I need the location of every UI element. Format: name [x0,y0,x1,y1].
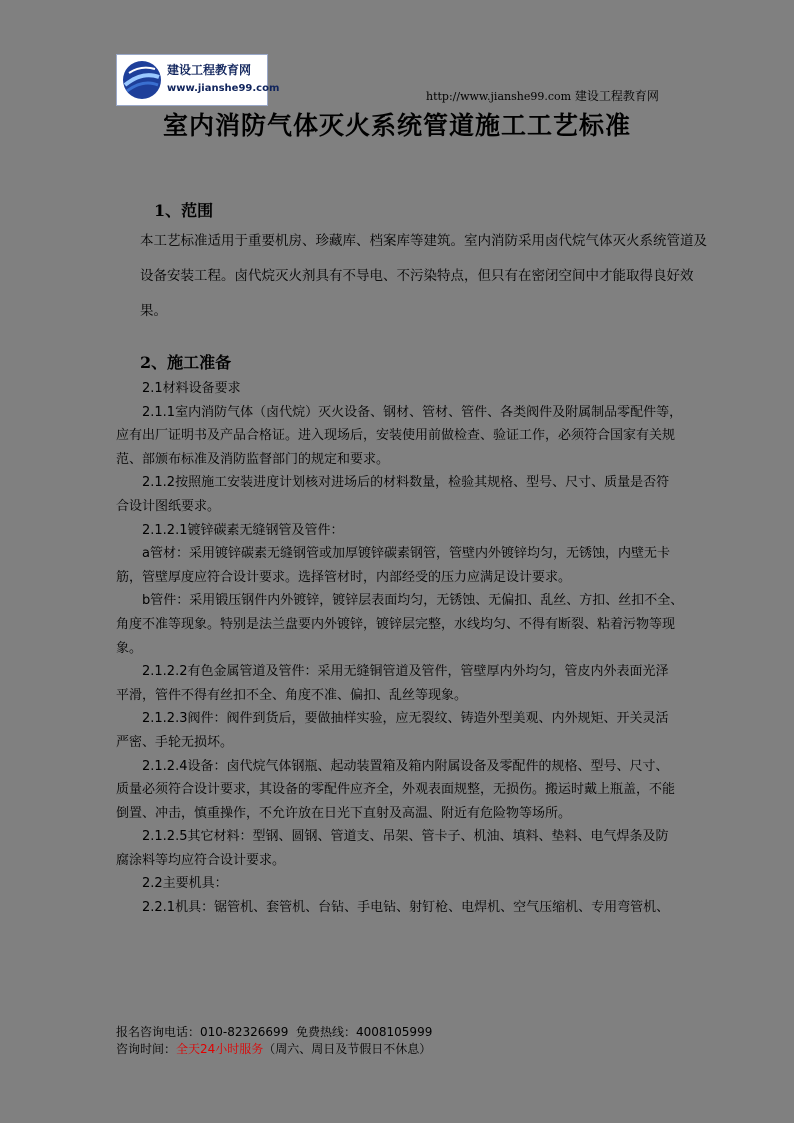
footer-time-line [116,1041,432,1058]
site-name: 建设工程教育网 [574,89,659,103]
page-title: 室内消防气体灭火系统管道施工工艺标准 [162,111,631,140]
free-hotline-label: 免费热线： [295,1025,356,1039]
body-line: 2.1.2按照施工安装进度计划核对进场后的材料数量，检验其规格、型号、尺寸、质量是否符 [116,475,670,491]
body-line: 筋，管壁厚度应符合设计要求。选择管材时，内部经受的压力应满足设计要求。 [116,569,572,585]
time-highlight: 全天24小时服务 [176,1042,264,1056]
hotline-phone: 010-82326699 [200,1025,289,1039]
body-line: 2.1.2.3阀件：阀件到货后，要做抽样实验，应无裂纹、铸造外型美观、内外规矩、开关灵活 [116,711,669,727]
time-note: （周六、周日及节假日不休息） [263,1042,432,1056]
body-line: 严密、手轮无损坏。 [116,734,234,750]
body-line: 合设计图纸要求。 [116,498,221,514]
site-url[interactable]: http://www.jianshe99.com [426,90,572,103]
body-line: 2.2.1机具：锯管机、套管机、台钻、手电钻、射钉枪、电焊机、空气压缩机、专用弯管机、 [116,900,670,916]
body-line: 腐涂料等均应符合设计要求。 [116,852,286,868]
body-line: b管件：采用锻压钢件内外镀锌，镀锌层表面均匀，无锈蚀、无偏扣、乱丝、方扣、丝扣不全、 [116,593,684,609]
body-line: 2.1.2.4设备：卤代烷气体钢瓶、起动装置箱及箱内附属设备及零配件的规格、型号、尺寸、 [116,758,669,774]
body-line: 象。 [116,640,143,656]
section-heading-scope: 1、范围 [154,201,214,220]
body-line: 2.2主要机具： [142,876,228,892]
body-line: a管材：采用镀锌碳素无缝钢管或加厚镀锌碳素钢管，管壁内外镀锌均匀，无锈蚀，内壁无卡 [116,546,670,562]
section-heading-preparation: 2、施工准备 [140,353,232,372]
globe-logo-icon [121,59,163,101]
body-line: 2.1.2.1镀锌碳素无缝钢管及管件： [116,522,344,538]
section-scope-text: 本工艺标准适用于重要机房、珍藏库、档案库等建筑。室内消防采用卤代烷气体灭火系统管道及设备安装工程。卤代烷灭火剂具有不导电、不污染特点，但只有在密闭空间中才能取得良好效果。 [140,233,707,319]
body-line: 范、部颁布标准及消防监督部门的规定和要求。 [116,451,390,467]
body-line: 应有出厂证明书及产品合格证。进入现场后，安装使用前做检查、验证工作，必须符合国家有关规 [116,428,676,444]
body-line: 质量必须符合设计要求，其设备的零配件应齐全，外观表面规整，无损伤。搬运时戴上瓶盖，不能 [116,782,676,798]
site-logo[interactable] [116,54,280,106]
logo-url: www.jianshe99.com [167,83,280,94]
body-line: 平滑，管件不得有丝扣不全、角度不准、偏扣、乱丝等现象。 [116,687,468,703]
body-line: 2.1.1室内消防气体（卤代烷）灭火设备、钢材、管材、管件、各类阀件及附属制品零配件等， [116,404,683,420]
body-line: 倒置、冲击，慎重操作，不允许放在日光下直射及高温、附近有危险物等场所。 [116,805,572,821]
body-line: 角度不准等现象。特别是法兰盘要内外镀锌，镀锌层完整，水线均匀、不得有断裂、粘着污物等现 [116,616,676,632]
time-label: 咨询时间： [116,1042,177,1056]
hotline-label: 报名咨询电话： [116,1025,201,1039]
free-hotline-phone: 4008105999 [355,1025,433,1039]
body-line: 2.1材料设备要求 [142,381,241,396]
logo-site-name: 建设工程教育网 [167,63,252,77]
body-line: 2.1.2.2有色金属管道及管件：采用无缝铜管道及管件，管壁厚内外均匀，管皮内外表面光泽 [116,664,669,680]
header-link[interactable] [426,87,659,104]
body-line: 2.1.2.5其它材料：型钢、圆钢、管道支、吊架、管卡子、机油、填料、垫料、电气焊条及防 [116,829,669,845]
preparation-body [116,377,720,920]
footer-hotline-line [116,1024,432,1041]
footer-contact [116,1024,432,1058]
